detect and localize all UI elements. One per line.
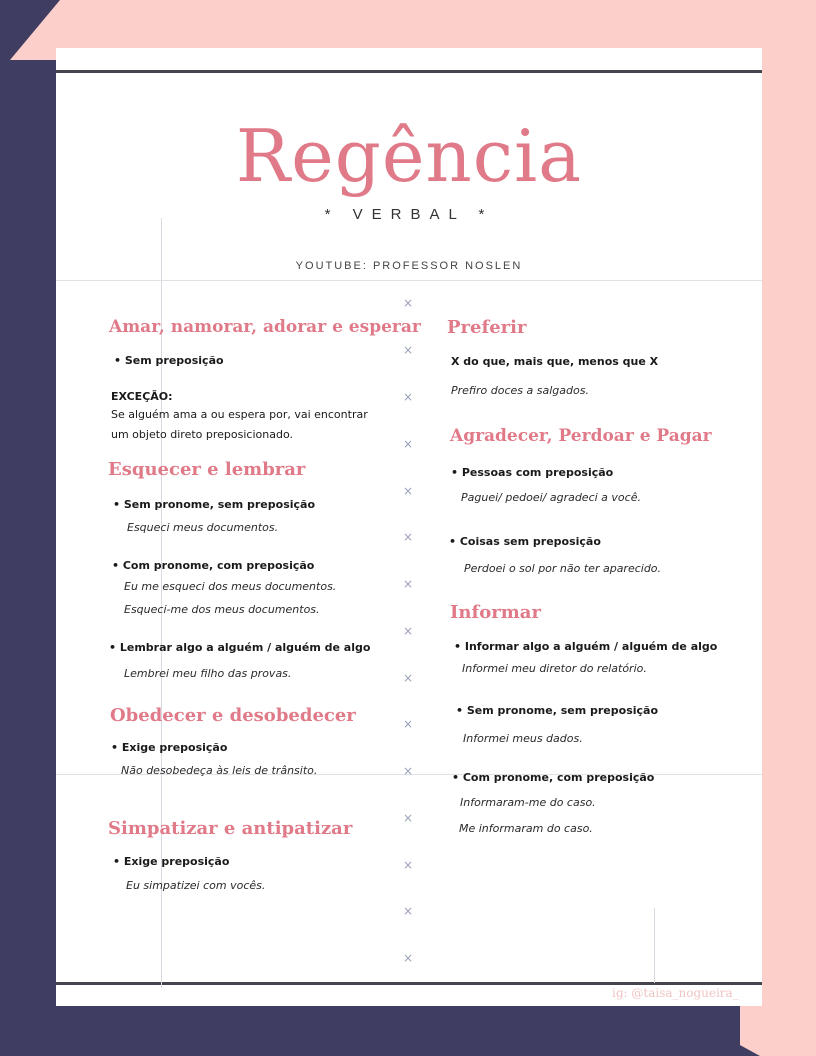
divider-mark: × — [403, 343, 414, 357]
section-heading-amar: Amar, namorar, adorar e esperar — [109, 317, 421, 337]
rule-preferir: X do que, mais que, menos que X — [451, 355, 659, 368]
divider-mark: × — [403, 624, 414, 638]
example-text: Eu simpatizei com vocês. — [126, 879, 266, 892]
divider-mark: × — [403, 437, 414, 451]
divider-mark: × — [403, 671, 414, 685]
example-text: Prefiro doces a salgados. — [451, 384, 589, 397]
example-text: Esqueci meus documentos. — [127, 521, 279, 534]
bullet-informar-algo: • Informar algo a alguém / alguém de algo — [454, 640, 718, 653]
example-text: Informaram-me do caso. — [460, 796, 596, 809]
instagram-handle: ig: @taisa_nogueira_ — [612, 986, 739, 1000]
divider-mark: × — [403, 858, 414, 872]
divider-mark: × — [403, 811, 414, 825]
divider-mark: × — [403, 296, 414, 310]
example-text: Lembrei meu filho das provas. — [124, 667, 292, 680]
bullet-pessoas: • Pessoas com preposição — [451, 466, 614, 479]
example-text: Informei meu diretor do relatório. — [462, 662, 647, 675]
navy-bottom-band-fill — [0, 1006, 740, 1056]
bullet-exige-preposicao: • Exige preposição — [111, 741, 228, 754]
divider-mark: × — [403, 764, 414, 778]
divider-mark: × — [403, 530, 414, 544]
bullet-exige-preposicao: • Exige preposição — [113, 855, 230, 868]
example-text: Informei meus dados. — [463, 732, 583, 745]
section-heading-obedecer: Obedecer e desobedecer — [110, 705, 356, 726]
section-heading-preferir: Preferir — [447, 317, 527, 338]
divider-mark: × — [403, 484, 414, 498]
section-heading-esquecer: Esquecer e lembrar — [108, 459, 306, 480]
example-text: Eu me esqueci dos meus documentos. — [124, 580, 337, 593]
page-title: Regência — [235, 114, 583, 198]
guide-line — [654, 908, 655, 983]
bullet-lembrar-algo: • Lembrar algo a alguém / alguém de algo — [109, 641, 371, 654]
divider-mark: × — [403, 390, 414, 404]
navy-left-band — [0, 60, 56, 1056]
section-heading-informar: Informar — [450, 602, 541, 623]
document-page — [56, 48, 762, 1006]
bullet-sem-pronome: • Sem pronome, sem preposição — [456, 704, 659, 717]
exception-text-line1: Se alguém ama a ou espera por, vai encontrar — [111, 408, 368, 421]
divider-mark: × — [403, 904, 414, 918]
bullet-sem-preposicao: • Sem preposição — [114, 354, 224, 367]
top-rule — [56, 70, 762, 73]
example-text: Não desobedeça às leis de trânsito. — [121, 764, 318, 777]
exception-label: EXCEÇÃO: — [111, 390, 173, 403]
bullet-com-pronome: • Com pronome, com preposição — [112, 559, 315, 572]
bullet-sem-pronome: • Sem pronome, sem preposição — [113, 498, 316, 511]
section-heading-agradecer: Agradecer, Perdoar e Pagar — [450, 426, 712, 446]
bullet-coisas: • Coisas sem preposição — [449, 535, 601, 548]
example-text: Paguei/ pedoei/ agradeci a você. — [461, 491, 641, 504]
youtube-credit: YOUTUBE: PROFESSOR NOSLEN — [295, 260, 523, 272]
divider-mark: × — [403, 951, 414, 965]
section-heading-simpatizar: Simpatizar e antipatizar — [108, 818, 353, 839]
example-text: Me informaram do caso. — [459, 822, 593, 835]
divider-mark: × — [403, 717, 414, 731]
bullet-com-pronome: • Com pronome, com preposição — [452, 771, 655, 784]
divider-mark: × — [403, 577, 414, 591]
guide-line — [56, 280, 762, 281]
example-text: Perdoei o sol por não ter aparecido. — [464, 562, 662, 575]
page-subtitle: * VERBAL * — [324, 206, 494, 223]
exception-text-line2: um objeto direto preposicionado. — [111, 428, 293, 441]
example-text: Esqueci-me dos meus documentos. — [124, 603, 320, 616]
